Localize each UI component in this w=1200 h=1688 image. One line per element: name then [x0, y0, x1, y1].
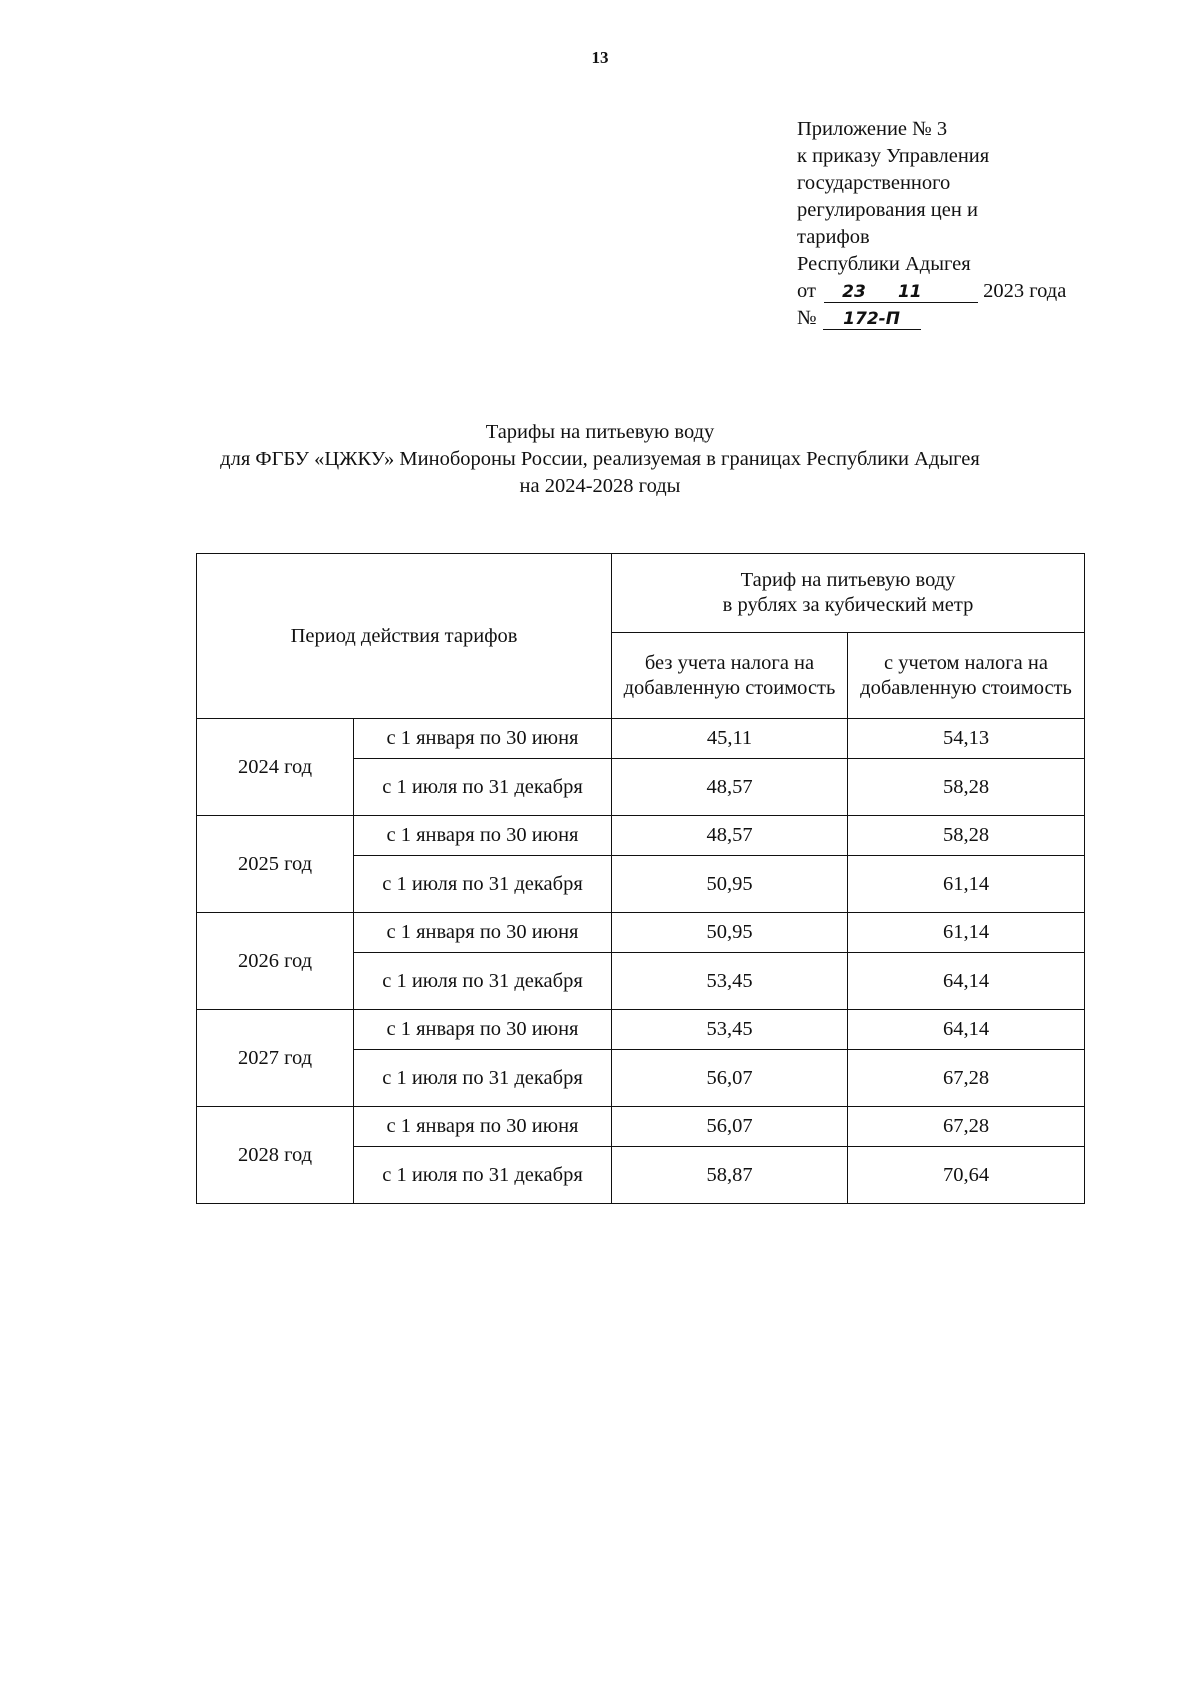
- appendix-number: [797, 305, 1097, 332]
- period-cell: с 1 июля по 31 декабря: [354, 856, 612, 913]
- table-row: [197, 719, 1085, 759]
- appendix-line: тарифов: [797, 226, 870, 248]
- appendix-block: [797, 116, 1097, 332]
- value-with-vat: 67,28: [848, 1107, 1085, 1147]
- page-number: 13: [591, 48, 609, 67]
- value-without-vat: 48,57: [612, 816, 848, 856]
- table-row: [197, 1010, 1085, 1050]
- value-without-vat: 53,45: [612, 953, 848, 1010]
- order-number-handwritten: 172-П: [823, 309, 921, 330]
- value-with-vat: 64,14: [848, 1010, 1085, 1050]
- date-year: 2023 года: [983, 280, 1067, 302]
- tariff-header-line: в рублях за кубический метр: [722, 594, 974, 616]
- tariff-header-line: Тариф на питьевую воду: [740, 569, 956, 591]
- value-without-vat: 56,07: [612, 1050, 848, 1107]
- period-cell: с 1 января по 30 июня: [354, 719, 612, 759]
- year-cell: 2024 год: [197, 719, 354, 816]
- period-cell: с 1 января по 30 июня: [354, 816, 612, 856]
- period-cell: с 1 января по 30 июня: [354, 1010, 612, 1050]
- value-with-vat: 64,14: [848, 953, 1085, 1010]
- value-without-vat: 53,45: [612, 1010, 848, 1050]
- value-without-vat: 50,95: [612, 856, 848, 913]
- year-cell: 2026 год: [197, 913, 354, 1010]
- period-cell: с 1 июля по 31 декабря: [354, 1147, 612, 1204]
- appendix-line: регулирования цен и: [797, 199, 978, 221]
- period-cell: с 1 января по 30 июня: [354, 913, 612, 953]
- number-prefix: №: [797, 307, 817, 329]
- value-with-vat: 61,14: [848, 913, 1085, 953]
- tariff-table: [196, 553, 1085, 1204]
- col-header-without-vat: без учета налога на добавленную стоимость: [612, 633, 848, 719]
- title-line: для ФГБУ «ЦЖКУ» Минобороны России, реализуемая в границах Республики Адыгея: [220, 448, 980, 470]
- table-row: [197, 1107, 1085, 1147]
- year-cell: 2027 год: [197, 1010, 354, 1107]
- appendix-line: Приложение № 3: [797, 118, 948, 140]
- date-day-handwritten: 23: [824, 282, 884, 303]
- col-header-with-vat: с учетом налога на добавленную стоимость: [848, 633, 1085, 719]
- table-row: [197, 913, 1085, 953]
- period-header: Период действия тарифов: [197, 554, 612, 719]
- value-with-vat: 58,28: [848, 816, 1085, 856]
- value-without-vat: 56,07: [612, 1107, 848, 1147]
- period-cell: с 1 июля по 31 декабря: [354, 759, 612, 816]
- appendix-line: Республики Адыгея: [797, 253, 971, 275]
- title-line: на 2024-2028 годы: [519, 475, 681, 497]
- appendix-line: государственного: [797, 172, 951, 194]
- value-with-vat: 70,64: [848, 1147, 1085, 1204]
- period-cell: с 1 января по 30 июня: [354, 1107, 612, 1147]
- date-prefix: от: [797, 280, 816, 302]
- title-line: Тарифы на питьевую воду: [485, 421, 715, 443]
- tariff-header: [612, 554, 1085, 633]
- appendix-date: [797, 278, 1097, 305]
- period-cell: с 1 июля по 31 декабря: [354, 1050, 612, 1107]
- value-without-vat: 48,57: [612, 759, 848, 816]
- value-with-vat: 67,28: [848, 1050, 1085, 1107]
- period-cell: с 1 июля по 31 декабря: [354, 953, 612, 1010]
- value-without-vat: 58,87: [612, 1147, 848, 1204]
- year-cell: 2028 год: [197, 1107, 354, 1204]
- value-without-vat: 50,95: [612, 913, 848, 953]
- table-row: [197, 816, 1085, 856]
- year-cell: 2025 год: [197, 816, 354, 913]
- date-month-handwritten: 11: [884, 282, 978, 303]
- value-with-vat: 58,28: [848, 759, 1085, 816]
- table-header-row: [197, 554, 1085, 633]
- value-with-vat: 61,14: [848, 856, 1085, 913]
- document-title: [0, 419, 1200, 500]
- value-with-vat: 54,13: [848, 719, 1085, 759]
- appendix-line: к приказу Управления: [797, 145, 990, 167]
- value-without-vat: 45,11: [612, 719, 848, 759]
